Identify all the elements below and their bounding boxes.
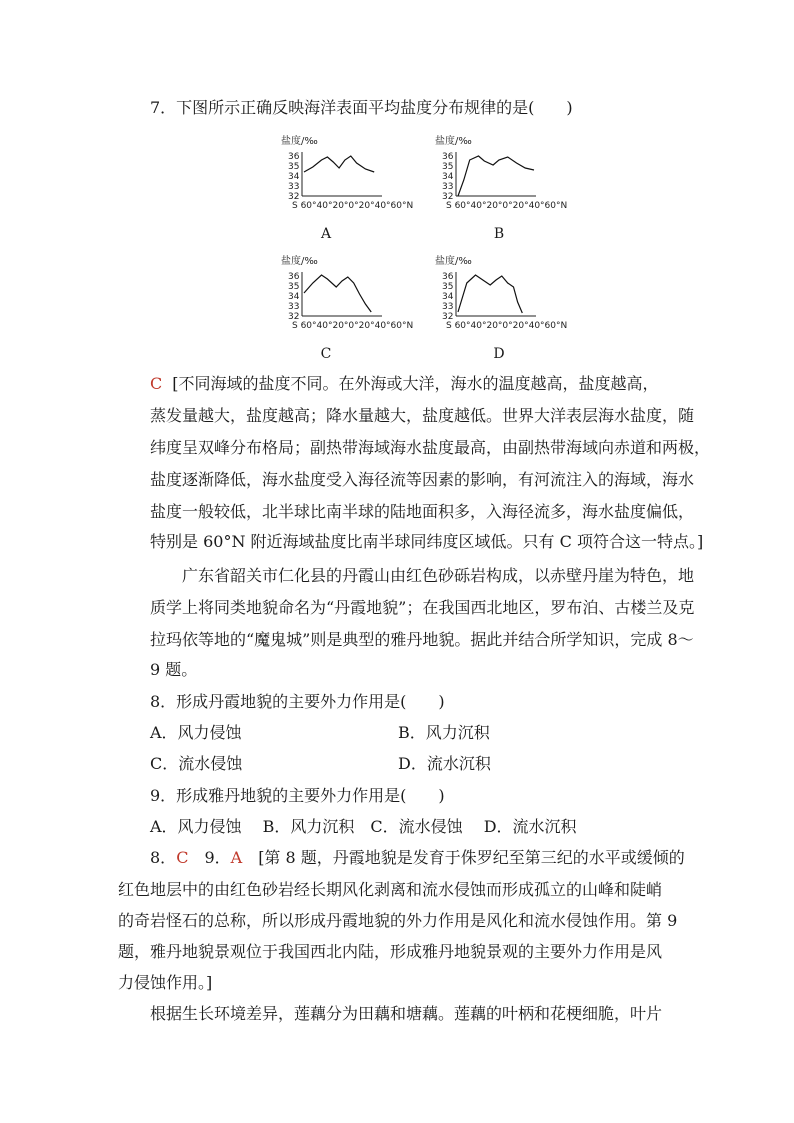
chart-a-series-line [304, 156, 374, 172]
chart-a-ytick: 32 [288, 192, 300, 202]
q7-explanation-line: 纬度呈双峰分布格局；副热带海域海水盐度最高，由副热带海域向赤道和两极， [150, 438, 711, 457]
chart-d-label: D [493, 346, 505, 362]
answer-8-9-explanation: [第 8 题，丹霞地貌是发育于侏罗纪至第三纪的水平或缓倾的 [242, 848, 685, 867]
answer-8-9-explanation-line: 红色地层中的由红色砂岩经长期风化剥离和流水侵蚀而形成孤立的山峰和陡峭 [118, 880, 663, 899]
chart-d-series-line [458, 275, 522, 313]
chart-a-ytick: 34 [288, 172, 300, 182]
answer-8-9-explanation-line: 力侵蚀作用。] [118, 973, 213, 992]
chart-b [432, 132, 568, 216]
question-8-stem: 8．形成丹霞地貌的主要外力作用是( ) [150, 692, 445, 711]
chart-c [278, 252, 414, 336]
chart-a-ytick: 36 [288, 152, 300, 162]
chart-c-ylabel: 盐度/‰ [281, 256, 318, 267]
q7-explanation-line: 蒸发量越大，盐度越高；降水量越大，盐度越低。世界大洋表层海水盐度，随 [150, 406, 695, 425]
q7-explanation-line: 盐度一般较低，北半球比南半球的陆地面积多，入海径流多，海水盐度偏低， [150, 502, 695, 521]
q9-options: A．风力侵蚀 B．风力沉积 C．流水侵蚀 D．流水沉积 [150, 817, 577, 836]
answer-8-prefix: 8． [150, 848, 177, 867]
answer-8: C [176, 848, 189, 867]
passage-line: 广东省韶关市仁化县的丹霞山由红色砂砾岩构成，以赤壁丹崖为特色，地 [182, 566, 695, 585]
chart-b-ytick: 36 [442, 152, 454, 162]
q7-answer-line [150, 374, 659, 394]
chart-a-label: A [320, 226, 332, 242]
chart-b-ytick: 33 [442, 182, 454, 192]
q7-explanation-line: [不同海域的盐度不同。在外海或大洋，海水的温度越高，盐度越高， [172, 374, 659, 393]
q7-answer: C [150, 374, 163, 393]
chart-a-ylabel: 盐度/‰ [281, 136, 318, 147]
chart-d-ytick: 36 [442, 272, 454, 282]
chart-b-xticks: S 60°40°20°0°20°40°60°N [446, 201, 568, 211]
q8-option-d: D．流水沉积 [398, 754, 491, 773]
chart-d-ylabel: 盐度/‰ [435, 256, 472, 267]
next-passage-line: 根据生长环境差异，莲藕分为田藕和塘藕。莲藕的叶柄和花梗细脆，叶片 [150, 1004, 663, 1023]
passage-line: 9 题。 [150, 660, 198, 679]
chart-c-ytick: 36 [288, 272, 300, 282]
chart-c-ytick: 35 [288, 282, 300, 292]
chart-c-ytick: 32 [288, 312, 300, 322]
chart-d-ytick: 33 [442, 302, 454, 312]
passage-line: 拉玛依等地的“魔鬼城”则是典型的雅丹地貌。据此并结合所学知识，完成 8～ [150, 630, 694, 649]
chart-d-xticks: S 60°40°20°0°20°40°60°N [446, 321, 568, 331]
q8-option-a: A．风力侵蚀 [150, 723, 242, 742]
q8-option-b: B．风力沉积 [398, 723, 490, 742]
chart-d-ytick: 34 [442, 292, 454, 302]
answer-8-9-line [150, 848, 685, 868]
chart-b-ylabel: 盐度/‰ [435, 136, 472, 147]
chart-b-ytick: 35 [442, 162, 454, 172]
question-7-stem: 7．下图所示正确反映海洋表面平均盐度分布规律的是( ) [150, 98, 573, 117]
q7-explanation-line: 盐度逐渐降低，海水盐度受入海径流等因素的影响，有河流注入的海域，海水 [150, 470, 695, 489]
chart-b-ytick: 32 [442, 192, 454, 202]
chart-d-ytick: 35 [442, 282, 454, 292]
chart-a-xticks: S 60°40°20°0°20°40°60°N [292, 201, 414, 211]
chart-b-series-line [458, 156, 534, 196]
q8-option-c: C．流水侵蚀 [150, 754, 243, 773]
chart-d-ytick: 32 [442, 312, 454, 322]
chart-c-series-line [304, 275, 371, 312]
answer-8-9-explanation-line: 题，雅丹地貌景观位于我国西北内陆，形成雅丹地貌景观的主要外力作用是风 [118, 942, 663, 961]
answer-9: A [230, 848, 243, 867]
chart-a [278, 132, 414, 216]
chart-b-label: B [493, 226, 505, 242]
answer-8-9-explanation-line: 的奇岩怪石的总称，所以形成丹霞地貌的外力作用是风化和流水侵蚀作用。第 9 [118, 911, 678, 930]
chart-c-ytick: 33 [288, 302, 300, 312]
question-9-stem: 9．形成雅丹地貌的主要外力作用是( ) [150, 786, 445, 805]
answer-9-prefix: 9． [188, 848, 231, 867]
chart-c-ytick: 34 [288, 292, 300, 302]
passage-line: 质学上将同类地貌命名为“丹霞地貌”；在我国西北地区，罗布泊、古楼兰及克 [150, 598, 695, 617]
chart-c-xticks: S 60°40°20°0°20°40°60°N [292, 321, 414, 331]
chart-b-ytick: 34 [442, 172, 454, 182]
chart-a-ytick: 33 [288, 182, 300, 192]
chart-a-ytick: 35 [288, 162, 300, 172]
chart-d [432, 252, 568, 336]
q7-explanation-line: 特别是 60°N 附近海域盐度比南半球同纬度区域低。只有 C 项符合这一特点。] [150, 532, 704, 551]
chart-c-label: C [320, 346, 332, 362]
